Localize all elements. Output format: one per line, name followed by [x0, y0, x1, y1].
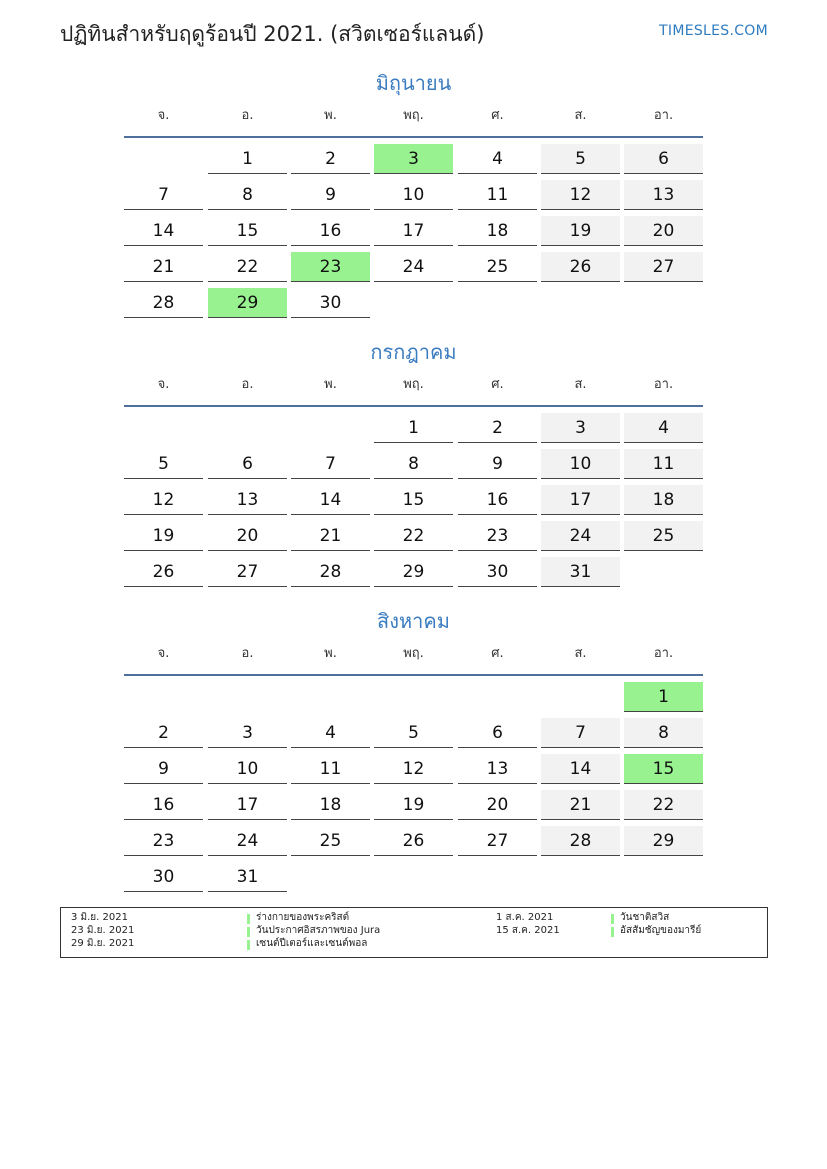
holiday-legend: [60, 907, 768, 958]
legend-marker: [247, 914, 250, 924]
weekday-label: พ.: [324, 377, 337, 392]
legend-date: 23 มิ.ย. 2021: [71, 925, 135, 936]
day-cell: 18: [458, 216, 537, 246]
month-block: [124, 337, 703, 582]
month-title: กรกฎาคม: [370, 340, 457, 364]
month-title: มิถุนายน: [375, 71, 452, 95]
page-title: ปฏิทินสำหรับฤดูร้อนปี 2021. (สวิตเซอร์แลนด์): [60, 22, 485, 46]
legend-marker: [247, 927, 250, 937]
weekday-label: อ.: [241, 108, 254, 123]
day-cell: 24: [374, 252, 453, 282]
day-cell: 13: [208, 485, 287, 515]
legend-date: 3 มิ.ย. 2021: [71, 912, 128, 923]
month-title: สิงหาคม: [377, 609, 450, 633]
day-cell: 15: [624, 754, 703, 784]
month-block: [124, 606, 703, 887]
day-cell: 11: [291, 754, 370, 784]
day-cell: 9: [124, 754, 203, 784]
day-cell: 31: [208, 862, 287, 892]
day-cell: 6: [458, 718, 537, 748]
day-cell: 1: [374, 413, 453, 443]
day-cell: 22: [374, 521, 453, 551]
brand-link[interactable]: TIMESLES.COM: [659, 23, 768, 39]
day-cell: 15: [374, 485, 453, 515]
weekday-header: [124, 642, 703, 664]
day-cell: 10: [541, 449, 620, 479]
day-cell: 13: [458, 754, 537, 784]
day-cell: 5: [374, 718, 453, 748]
day-cell: 10: [374, 180, 453, 210]
day-cell: 15: [208, 216, 287, 246]
legend-date: 15 ส.ค. 2021: [496, 925, 560, 936]
day-cell: 20: [208, 521, 287, 551]
day-cell: 3: [208, 718, 287, 748]
day-cell: 10: [208, 754, 287, 784]
legend-marker: [611, 914, 614, 924]
legend-holiday-name: วันประกาศอิสรภาพของ Jura: [256, 925, 381, 936]
day-cell: 6: [208, 449, 287, 479]
weekday-label: พ.: [324, 108, 337, 123]
weekday-label: พฤ.: [403, 377, 424, 392]
day-cell: 25: [624, 521, 703, 551]
day-cell: 19: [124, 521, 203, 551]
legend-holiday-name: อัสสัมชัญของมารีย์: [620, 925, 702, 936]
day-cell: 26: [541, 252, 620, 282]
weekday-label: ส.: [574, 108, 587, 123]
day-cell: 16: [291, 216, 370, 246]
weekday-label: ศ.: [491, 108, 504, 123]
day-cell: 24: [208, 826, 287, 856]
day-cell: 28: [124, 288, 203, 318]
legend-marker: [247, 940, 250, 950]
legend-holiday-name: วันชาติสวิส: [620, 912, 670, 923]
day-cell: 20: [458, 790, 537, 820]
day-cell: 23: [291, 252, 370, 282]
weekday-label: อ.: [241, 646, 254, 661]
day-cell: 11: [624, 449, 703, 479]
day-cell: 1: [208, 144, 287, 174]
day-cell: 28: [541, 826, 620, 856]
day-cell: 31: [541, 557, 620, 587]
day-cell: 7: [291, 449, 370, 479]
day-cell: 14: [124, 216, 203, 246]
day-cell: 7: [124, 180, 203, 210]
day-cell: 13: [624, 180, 703, 210]
legend-holiday-name: เซนต์ปีเตอร์และเซนต์พอล: [256, 938, 368, 949]
day-cell: 17: [541, 485, 620, 515]
weekday-header: [124, 104, 703, 126]
day-cell: 8: [624, 718, 703, 748]
weekday-label: ศ.: [491, 646, 504, 661]
day-cell: 29: [624, 826, 703, 856]
day-cell: 30: [291, 288, 370, 318]
day-cell: 16: [458, 485, 537, 515]
day-cell: 26: [124, 557, 203, 587]
day-cell: 7: [541, 718, 620, 748]
day-cell: 8: [374, 449, 453, 479]
day-cell: 21: [541, 790, 620, 820]
day-cell: 30: [124, 862, 203, 892]
day-cell: 3: [541, 413, 620, 443]
weekday-label: อา.: [653, 646, 674, 661]
day-cell: 18: [624, 485, 703, 515]
day-cell: 24: [541, 521, 620, 551]
legend-date: 29 มิ.ย. 2021: [71, 938, 135, 949]
day-cell: 9: [291, 180, 370, 210]
day-cell: 14: [291, 485, 370, 515]
day-cell: 21: [124, 252, 203, 282]
day-cell: 2: [291, 144, 370, 174]
header-divider: [124, 136, 703, 138]
weekday-header: [124, 373, 703, 395]
day-cell: 27: [458, 826, 537, 856]
day-cell: 17: [374, 216, 453, 246]
day-cell: 22: [208, 252, 287, 282]
day-cell: 29: [208, 288, 287, 318]
legend-marker: [611, 927, 614, 937]
day-cell: 6: [624, 144, 703, 174]
day-cell: 5: [124, 449, 203, 479]
legend-date: 1 ส.ค. 2021: [496, 912, 554, 923]
day-cell: 22: [624, 790, 703, 820]
day-cell: 26: [374, 826, 453, 856]
weekday-label: จ.: [157, 108, 170, 123]
day-cell: 9: [458, 449, 537, 479]
day-cell: 21: [291, 521, 370, 551]
day-cell: 8: [208, 180, 287, 210]
weekday-label: อา.: [653, 377, 674, 392]
weekday-label: พฤ.: [403, 646, 424, 661]
weekday-label: อา.: [653, 108, 674, 123]
day-cell: 4: [291, 718, 370, 748]
day-cell: 23: [124, 826, 203, 856]
day-cell: 16: [124, 790, 203, 820]
day-cell: 30: [458, 557, 537, 587]
weekday-label: จ.: [157, 377, 170, 392]
day-cell: 3: [374, 144, 453, 174]
day-cell: 4: [458, 144, 537, 174]
day-cell: 18: [291, 790, 370, 820]
day-cell: 2: [458, 413, 537, 443]
day-cell: 20: [624, 216, 703, 246]
day-cell: 2: [124, 718, 203, 748]
header-divider: [124, 405, 703, 407]
month-block: [124, 68, 703, 313]
day-cell: 17: [208, 790, 287, 820]
legend-holiday-name: ร่างกายของพระคริสต์: [256, 912, 350, 923]
day-cell: 14: [541, 754, 620, 784]
weekday-label: อ.: [241, 377, 254, 392]
day-cell: 19: [374, 790, 453, 820]
weekday-label: จ.: [157, 646, 170, 661]
day-cell: 29: [374, 557, 453, 587]
day-cell: 25: [291, 826, 370, 856]
day-cell: 28: [291, 557, 370, 587]
day-cell: 5: [541, 144, 620, 174]
day-cell: 27: [624, 252, 703, 282]
day-cell: 12: [374, 754, 453, 784]
day-cell: 12: [124, 485, 203, 515]
day-cell: 4: [624, 413, 703, 443]
weekday-label: ศ.: [491, 377, 504, 392]
day-cell: 1: [624, 682, 703, 712]
weekday-label: ส.: [574, 377, 587, 392]
day-cell: 12: [541, 180, 620, 210]
day-cell: 27: [208, 557, 287, 587]
weekday-label: พ.: [324, 646, 337, 661]
day-cell: 19: [541, 216, 620, 246]
weekday-label: ส.: [574, 646, 587, 661]
header-divider: [124, 674, 703, 676]
day-cell: 23: [458, 521, 537, 551]
day-cell: 25: [458, 252, 537, 282]
weekday-label: พฤ.: [403, 108, 424, 123]
day-cell: 11: [458, 180, 537, 210]
